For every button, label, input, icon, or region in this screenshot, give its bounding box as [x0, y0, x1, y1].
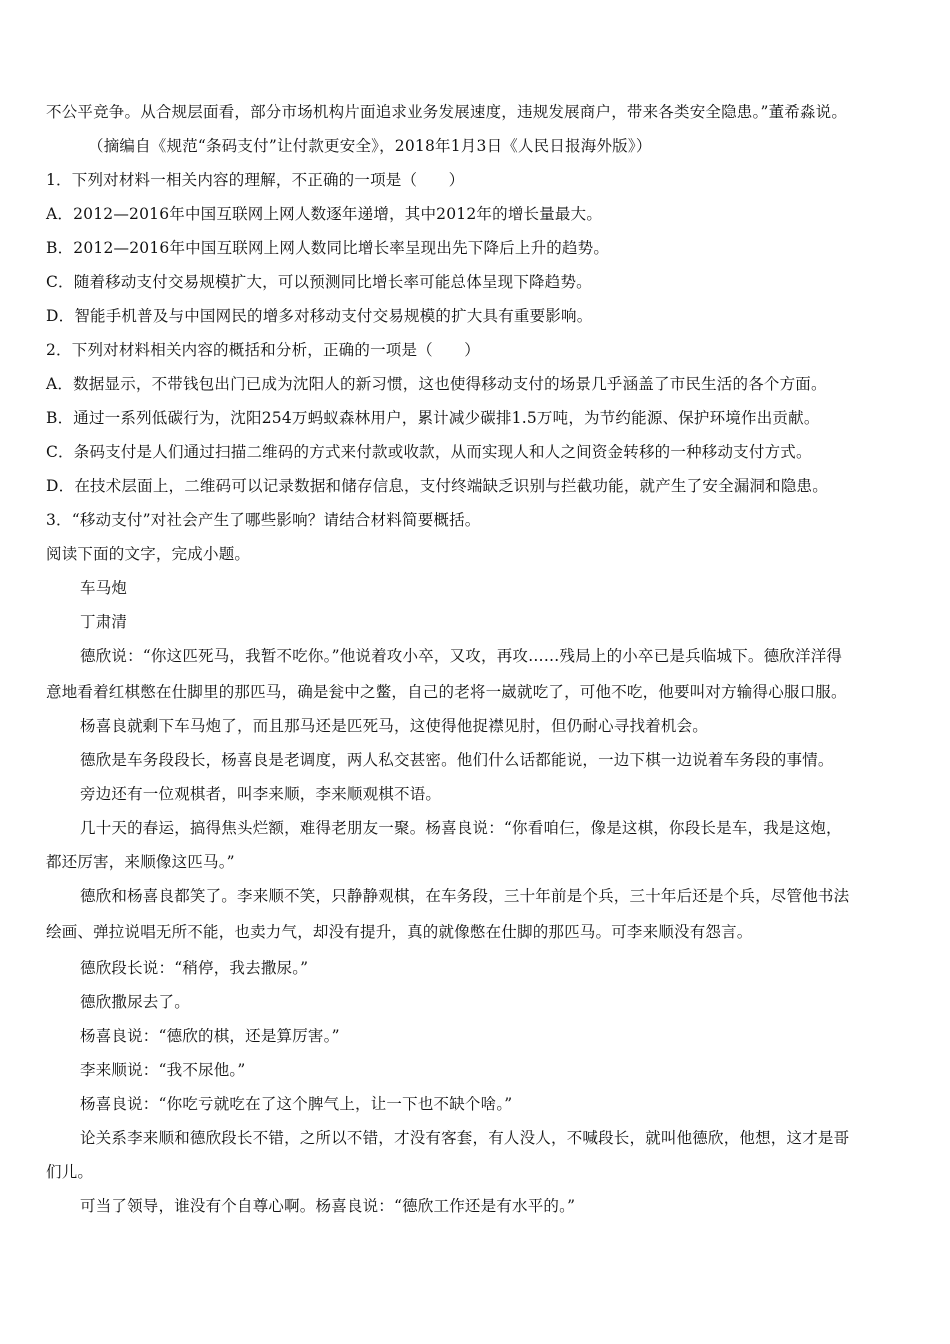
q1-option-c: C．随着移动支付交易规模扩大，可以预测同比增长率可能总体呈现下降趋势。 [46, 273, 592, 291]
paragraph-line: 杨喜良说：“你吃亏就吃在了这个脾气上，让一下也不缺个啥。” [80, 1095, 513, 1113]
paragraph-line: 绘画、弹拉说唱无所不能，也卖力气，却没有提升，真的就像憋在仕脚的那匹马。可李来顺没有怨言。 [46, 923, 753, 941]
paragraph-line: 杨喜良说：“德欣的棋，还是算厉害。” [80, 1027, 340, 1045]
paragraph-line: 德欣说：“你这匹死马，我暂不吃你。”他说着攻小卒，又攻，再攻……残局上的小卒已是兵临城下。德欣洋洋得 [80, 647, 843, 665]
paragraph-line: 都还厉害，来顺像这匹马。” [46, 853, 235, 871]
q1-option-d: D．智能手机普及与中国网民的增多对移动支付交易规模的扩大具有重要影响。 [46, 307, 593, 325]
q1-option-b: B．2012—2016年中国互联网上网人数同比增长率呈现出先下降后上升的趋势。 [46, 239, 610, 257]
paragraph-line: 论关系李来顺和德欣段长不错，之所以不错，才没有客套，有人没人，不喊段长，就叫他德欣，他想，这才是哥 [80, 1129, 850, 1147]
paragraph-line: 旁边还有一位观棋者，叫李来顺，李来顺观棋不语。 [80, 785, 442, 803]
source-citation: （摘编自《规范“条码支付”让付款更安全》，2018年1月3日《人民日报海外版》） [88, 137, 652, 155]
paragraph-line: 杨喜良就剩下车马炮了，而且那马还是匹死马，这使得他捉襟见肘，但仍耐心寻找着机会。 [80, 717, 709, 735]
story-title: 车马炮 [80, 579, 128, 597]
reading-instruction: 阅读下面的文字，完成小题。 [46, 545, 251, 563]
story-author: 丁肃清 [80, 613, 128, 631]
paragraph-line: 李来顺说：“我不尿他。” [80, 1061, 246, 1079]
paragraph-line: 德欣是车务段段长，杨喜良是老调度，两人私交甚密。他们什么话都能说，一边下棋一边说着车务段的事情。 [80, 751, 834, 769]
paragraph-line: 德欣撒尿去了。 [80, 993, 190, 1011]
q2-option-c: C．条码支付是人们通过扫描二维码的方式来付款或收款，从而实现人和人之间资金转移的一种移动支付方式。 [46, 443, 812, 461]
q2-option-a: A．数据显示，不带钱包出门已成为沈阳人的新习惯，这也使得移动支付的场景几乎涵盖了市民生活的各个方面。 [46, 375, 827, 393]
question-2: 2．下列对材料相关内容的概括和分析，正确的一项是（ ） [46, 341, 480, 359]
question-1: 1．下列对材料一相关内容的理解，不正确的一项是（ ） [46, 171, 465, 189]
paragraph-line: 意地看着红棋憋在仕脚里的那匹马，确是瓮中之鳖，自己的老将一崴就吃了，可他不吃，他要叫对方输得心服口服。 [46, 683, 847, 701]
q2-option-b: B．通过一系列低碳行为，沈阳254万蚂蚁森林用户，累计减少碳排1.5万吨，为节约能源、保护环境作出贡献。 [46, 409, 820, 427]
paragraph-line: 德欣和杨喜良都笑了。李来顺不笑，只静静观棋，在车务段，三十年前是个兵，三十年后还是个兵，尽管他书法 [80, 887, 850, 905]
paragraph-line: 们儿。 [46, 1163, 94, 1181]
paragraph-line: 可当了领导，谁没有个自尊心啊。杨喜良说：“德欣工作还是有水平的。” [80, 1197, 576, 1215]
question-3: 3．“移动支付”对社会产生了哪些影响？请结合材料简要概括。 [46, 511, 481, 529]
paragraph-line: 德欣段长说：“稍停，我去撒尿。” [80, 959, 309, 977]
q1-option-a: A．2012—2016年中国互联网上网人数逐年递增，其中2012年的增长量最大。 [46, 205, 603, 223]
paragraph-line: 几十天的春运，搞得焦头烂额，难得老朋友一聚。杨喜良说：“你看咱仨，像是这棋，你段长是车，我是这炮， [80, 819, 842, 837]
q2-option-d: D．在技术层面上，二维码可以记录数据和储存信息，支付终端缺乏识别与拦截功能，就产生了安全漏洞和隐患。 [46, 477, 828, 495]
text-line-continuation: 不公平竞争。从合规层面看，部分市场机构片面追求业务发展速度，违规发展商户，带来各类安全隐患。”董希淼说。 [46, 103, 848, 121]
